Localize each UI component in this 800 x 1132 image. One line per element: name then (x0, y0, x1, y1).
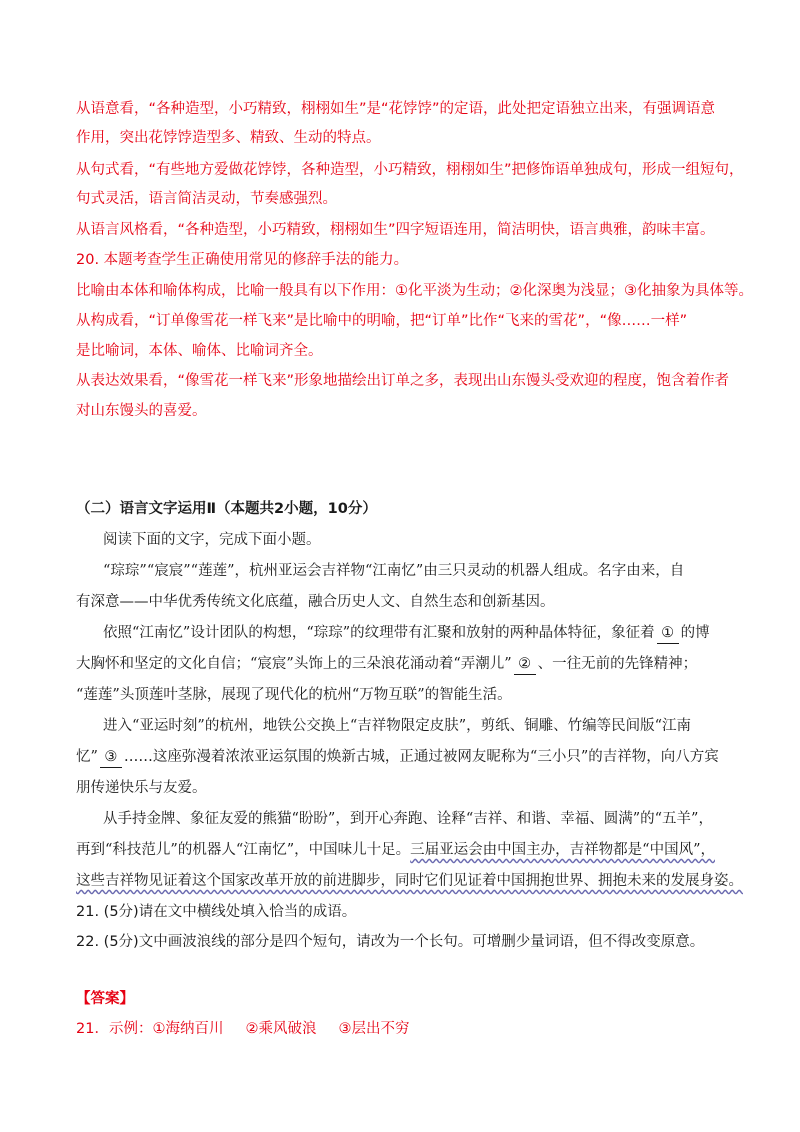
analysis-line: 从构成看，“订单像雪花一样飞来”是比喻中的明喻，把“订单”比作“飞来的雪花”，“像……一样” (76, 313, 688, 329)
wavy-underlined-text: 三届亚运会由中国主办，吉祥物都是“中国风”， (410, 842, 715, 858)
passage-line: 朋传递快乐与友爱。 (76, 780, 207, 796)
passage-text: 忆” (76, 749, 98, 765)
analysis-line: 是比喻词，本体、喻体、比喻词齐全。 (76, 343, 323, 359)
passage-line: “莲莲”头顶莲叶茎脉，展现了现代化的杭州“万物互联”的智能生活。 (76, 687, 512, 703)
analysis-line: 20. 本题考查学生正确使用常见的修辞手法的能力。 (76, 252, 409, 268)
answer-option-2: ②乘风破浪 (245, 1021, 317, 1037)
passage-line: 进入“亚运时刻”的杭州，地铁公交换上“吉祥物限定皮肤”，剪纸、铜雕、竹编等民间版“江南 (103, 718, 692, 734)
passage-line (76, 871, 743, 891)
passage-text: 依照“江南忆”设计团队的构想，“琮琮”的纹理带有汇聚和放射的两种晶体特征，象征着 (103, 625, 655, 641)
section-title: （二）语言文字运用Ⅱ（本题共2小题，10分） (76, 501, 377, 517)
answer-line (76, 1019, 409, 1039)
passage-line (76, 840, 715, 860)
analysis-line: 对山东馒头的喜爱。 (76, 403, 207, 419)
passage-line: 有深意——中华优秀传统文化底蕴，融合历史人文、自然生态和创新基因。 (76, 594, 555, 610)
analysis-line: 从句式看，“有些地方爱做花饽饽，各种造型，小巧精致，栩栩如生”把修饰语单独成句，形成一组短句， (76, 162, 744, 178)
answer-prefix: 21．示例： (76, 1021, 153, 1037)
blank-3: ③ (100, 747, 122, 768)
passage-line: “琮琮”“宸宸”“莲莲”，杭州亚运会吉祥物“江南忆”由三只灵动的机器人组成。名字由来，自 (103, 563, 685, 579)
section-intro: 阅读下面的文字，完成下面小题。 (103, 532, 321, 548)
analysis-line: 作用，突出花饽饽造型多、精致、生动的特点。 (76, 130, 381, 146)
passage-text: 、一往无前的先锋精神； (537, 656, 698, 672)
answer-tag: 【答案】 (76, 991, 134, 1007)
passage-line (103, 623, 710, 644)
passage-text: ……这座弥漫着浓浓亚运氛围的焕新古城，正通过被网友昵称为“三小只”的吉祥物，向八方宾 (123, 749, 719, 765)
analysis-line: 比喻由本体和喻体构成，比喻一般具有以下作用：①化平淡为生动；②化深奥为浅显；③化抽象为具体等。 (76, 283, 753, 299)
analysis-line: 从语言风格看，“各种造型，小巧精致，栩栩如生”四字短语连用，简洁明快，语言典雅，韵味丰富。 (76, 222, 715, 238)
analysis-line: 从表达效果看，“像雪花一样飞来”形象地描绘出订单之多，表现出山东馒头受欢迎的程度，饱含着作者 (76, 373, 730, 389)
passage-line (76, 654, 697, 675)
answer-option-3: ③层出不穷 (338, 1021, 410, 1037)
blank-1: ① (657, 623, 679, 644)
analysis-line: 从语意看，“各种造型，小巧精致，栩栩如生”是“花饽饽”的定语，此处把定语独立出来，有强调语意 (76, 101, 716, 117)
passage-text: 的博 (680, 625, 710, 641)
passage-text: 再到“科技范儿”的机器人“江南忆”，中国味儿十足。 (76, 842, 411, 858)
passage-line (76, 747, 719, 768)
analysis-line: 句式灵活，语言简洁灵动，节奏感强烈。 (76, 191, 337, 207)
passage-line: 从手持金牌、象征友爱的熊猫“盼盼”，到开心奔跑、诠释“吉祥、和谐、幸福、圆满”的“五羊”， (103, 811, 713, 827)
question-22: 22. (5分)文中画波浪线的部分是四个短句，请改为一个长句。可增删少量词语，但不得改变原意。 (76, 934, 705, 950)
passage-text: 大胸怀和坚定的文化自信；“宸宸”头饰上的三朵浪花涌动着“弄潮儿” (76, 656, 512, 672)
answer-option-1: ①海纳百川 (152, 1021, 224, 1037)
question-21: 21. (5分)请在文中横线处填入恰当的成语。 (76, 904, 357, 920)
blank-2: ② (514, 654, 536, 675)
wavy-underlined-text: 这些吉祥物见证着这个国家改革开放的前进脚步，同时它们见证着中国拥抱世界、拥抱未来的发展身姿。 (76, 873, 743, 889)
